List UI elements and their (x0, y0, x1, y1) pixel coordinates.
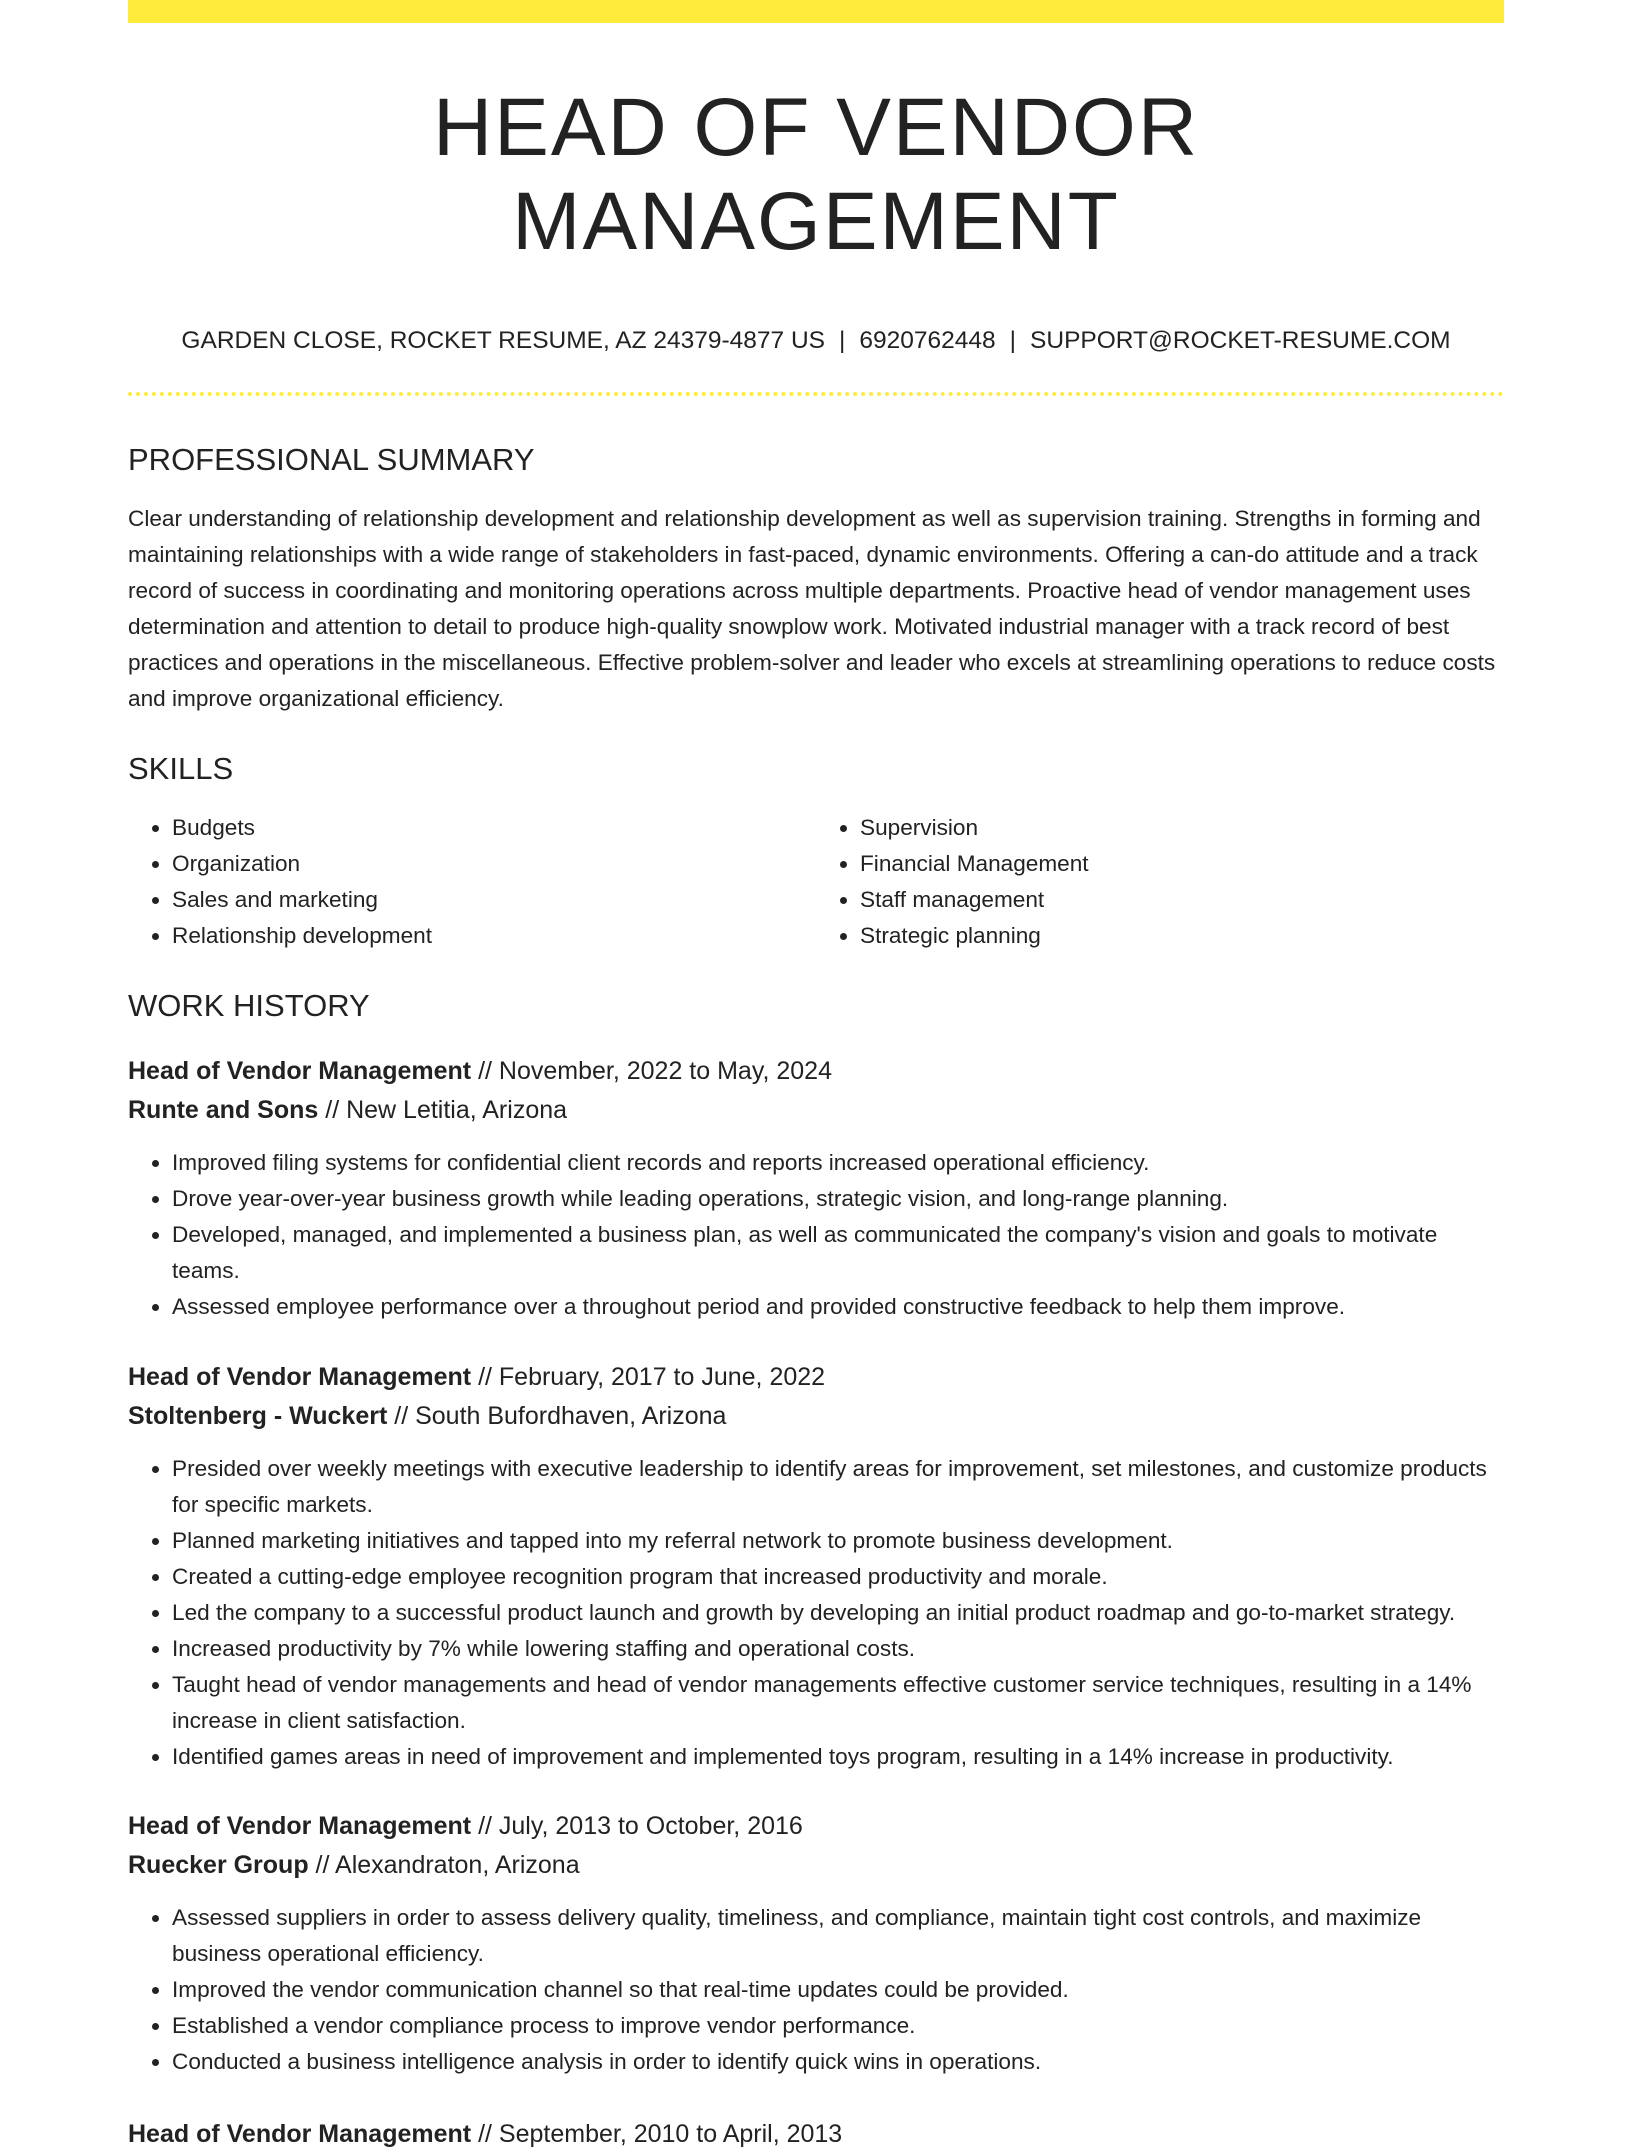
skill-item: • Financial Management (860, 846, 1504, 882)
duty-item: • Planned marketing initiatives and tapped into my referral network to promote business development. (172, 1523, 1504, 1559)
job-location: // Alexandraton, Arizona (308, 1850, 580, 1879)
contact-line (128, 326, 1504, 355)
job-title-line (128, 2115, 1504, 2154)
accent-top-bar (128, 0, 1504, 23)
duty-item: • Assessed suppliers in order to assess delivery quality, timeliness, and compliance, maintain tight cost controls, and maximize business operational efficiency. (172, 1900, 1504, 1972)
skills-list (128, 810, 1504, 954)
job-company-line (128, 1397, 1504, 1436)
duty-item: • Identified games areas in need of improvement and implemented toys program, resulting in a 14% increase in productivity. (172, 1739, 1504, 1775)
job-title-line (128, 1807, 1504, 1846)
contact-separator: | (839, 326, 846, 354)
duty-item: • Improved the vendor communication channel so that real-time updates could be provided. (172, 1972, 1504, 2008)
duty-item: • Created a cutting-edge employee recognition program that increased productivity and morale. (172, 1559, 1504, 1595)
skill-item: • Staff management (860, 882, 1504, 918)
duty-item: • Increased productivity by 7% while lowering staffing and operational costs. (172, 1631, 1504, 1667)
job-title: Head of Vendor Management (128, 1362, 472, 1391)
skill-item: • Budgets (172, 810, 816, 846)
job-title: Head of Vendor Management (128, 1811, 472, 1840)
job-location: // South Bufordhaven, Arizona (387, 1401, 727, 1430)
skill-item: • Sales and marketing (172, 882, 816, 918)
job-company: Stoltenberg - Wuckert (128, 1401, 388, 1430)
job-title-line (128, 1358, 1504, 1397)
job-title: Head of Vendor Management (128, 1056, 472, 1085)
job-entry (128, 1358, 1504, 1775)
job-title: Head of Vendor Management (128, 2119, 472, 2148)
work-history-heading: WORK HISTORY (128, 988, 370, 1024)
job-entry (128, 2115, 1504, 2154)
job-dates: // February, 2017 to June, 2022 (471, 1362, 826, 1391)
skill-item: • Relationship development (172, 918, 816, 954)
skills-column-left (128, 810, 816, 954)
summary-text: Clear understanding of relationship development and relationship development as well as supervision training. Strengths in forming and maintaining relationships with a wide range of stakeholders in fast-paced, dynamic environments. Offering a can-do attitude and a track record of success in coordinating and monitoring operations across multiple departments. Proactive head of vendor management uses determination and attention to detail to produce high-quality snowplow work. Motivated industrial manager with a track record of best practices and operations in the miscellaneous. Effective problem-solver and leader who excels at streamlining operations to reduce costs and improve organizational efficiency. (128, 506, 1496, 712)
resume-page (128, 0, 1504, 2154)
contact-email: SUPPORT@ROCKET-RESUME.COM (1030, 326, 1451, 354)
job-title-line (128, 1052, 1504, 1091)
skill-item: • Strategic planning (860, 918, 1504, 954)
duty-item: • Drove year-over-year business growth while leading operations, strategic vision, and long-range planning. (172, 1181, 1504, 1217)
contact-address: GARDEN CLOSE, ROCKET RESUME, AZ 24379-4877 US (181, 326, 826, 354)
duty-item: • Established a vendor compliance process to improve vendor performance. (172, 2008, 1504, 2044)
resume-name: HEAD OF VENDOR MANAGEMENT (432, 82, 1200, 268)
job-dates: // November, 2022 to May, 2024 (471, 1056, 832, 1085)
job-duties (128, 1900, 1504, 2080)
summary-heading: PROFESSIONAL SUMMARY (128, 441, 535, 477)
job-duties (128, 1451, 1504, 1775)
duty-item: • Improved filing systems for confidential client records and reports increased operational efficiency. (172, 1145, 1504, 1181)
skill-item: • Supervision (860, 810, 1504, 846)
job-company: Ruecker Group (128, 1850, 309, 1879)
duty-item: • Led the company to a successful product launch and growth by developing an initial product roadmap and go-to-market strategy. (172, 1595, 1504, 1631)
duty-item: • Assessed employee performance over a throughout period and provided constructive feedback to help them improve. (172, 1289, 1504, 1325)
duty-item: • Presided over weekly meetings with executive leadership to identify areas for improvement, set milestones, and customize products for specific markets. (172, 1451, 1504, 1523)
job-company-line (128, 1091, 1504, 1130)
skills-column-right (816, 810, 1504, 954)
job-dates: // September, 2010 to April, 2013 (471, 2119, 843, 2148)
job-company: Runte and Sons (128, 1095, 319, 1124)
job-duties (128, 1145, 1504, 1325)
duty-item: • Developed, managed, and implemented a business plan, as well as communicated the company's vision and goals to motivate teams. (172, 1217, 1504, 1289)
job-company-line (128, 1846, 1504, 1885)
job-entry (128, 1052, 1504, 1325)
duty-item: • Taught head of vendor managements and head of vendor managements effective customer service techniques, resulting in a 14% increase in client satisfaction. (172, 1667, 1504, 1739)
header-divider (128, 392, 1504, 396)
job-location: // New Letitia, Arizona (318, 1095, 568, 1124)
contact-phone: 6920762448 (859, 326, 996, 354)
job-dates: // July, 2013 to October, 2016 (471, 1811, 803, 1840)
contact-separator: | (1009, 326, 1017, 354)
skill-item: • Organization (172, 846, 816, 882)
skills-heading: SKILLS (128, 751, 234, 787)
job-entry (128, 1807, 1504, 2080)
duty-item: • Conducted a business intelligence analysis in order to identify quick wins in operations. (172, 2044, 1504, 2080)
